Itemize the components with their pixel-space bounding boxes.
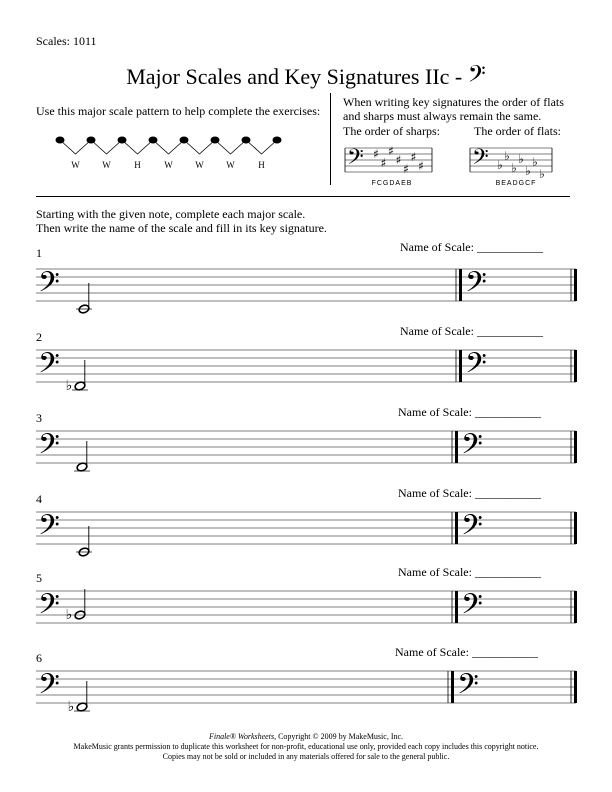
footer [0,732,612,762]
pattern-step-label: W [164,160,173,170]
sharp-icon: ♯ [395,153,402,167]
flat-icon: ♭ [525,164,531,178]
sharps-staff [345,144,432,176]
scale-name-field[interactable] [398,405,541,420]
scale-name-label: Name of Scale: [400,324,474,338]
bass-clef-icon: 𝄢 [472,145,489,175]
pattern-step-label: W [71,160,80,170]
exercise-number: 2 [36,330,42,344]
exercise-staff [36,668,577,715]
exercise-staff [36,509,577,557]
final-barline-thick [574,512,577,544]
exercise-staff [36,266,577,314]
exercise-number: 3 [36,411,42,425]
exercise-staff [36,588,577,628]
exercise-number: 5 [36,571,42,585]
flats-staff [470,145,552,181]
scale-name-label: Name of Scale: [398,405,472,419]
scale-name-blank[interactable]: ___________ [476,240,543,254]
exercise-number: 1 [36,246,42,260]
pattern-step-label: H [258,160,265,170]
section-barline-thick [455,431,458,463]
pattern-step-label: W [102,160,111,170]
flat-icon: ♭ [65,378,73,394]
exercise-number: 4 [36,492,42,506]
exercise-staff [36,347,577,394]
bass-clef-icon: 𝄢 [38,588,60,628]
flat-icon: ♭ [504,149,510,163]
section-barline-thick [455,591,458,623]
bass-clef-icon: 𝄢 [38,668,60,708]
flat-icon: ♭ [65,607,73,623]
section-barline-thick [455,512,458,544]
given-note-head [76,702,88,712]
scale-name-label: Name of Scale: [395,645,469,659]
scale-pattern [56,137,282,171]
scale-name-field[interactable] [400,324,543,339]
scale-name-label: Name of Scale: [398,486,472,500]
flat-icon: ♭ [511,161,517,175]
flats-order: BEADGCF [495,180,537,187]
bass-clef-icon: 𝄢 [465,347,487,387]
final-barline-thick [574,591,577,623]
footer-brand: Finale [208,732,230,741]
bass-clef-icon: 𝄢 [461,428,483,468]
instruction-line-1: Starting with the given note, complete each major scale. [36,207,306,221]
pattern-instruction: Use this major scale pattern to help complete the exercises: [36,104,321,118]
footer-restriction: Copies may not be sold or included in any materials offered for sale to the general public. [162,752,450,761]
sharp-icon: ♯ [403,162,409,176]
key-signature-note: When writing key signatures the order of flats and sharps must always remain the same. [343,95,564,123]
scale-name-blank[interactable]: ___________ [476,324,543,338]
exercise-number: 6 [36,651,42,665]
final-barline-thick [574,350,577,382]
flat-icon: ♭ [518,152,524,166]
sharp-icon: ♯ [380,156,387,170]
given-note-head [74,381,86,391]
bass-clef-icon: 𝄢 [38,509,60,549]
flat-icon: ♭ [532,155,538,169]
footer-permission: MakeMusic grants permission to duplicate this worksheet for non-profit, educational use only, provided each copy includes this copyright notice. [73,742,539,751]
scale-name-field[interactable] [398,565,541,580]
scale-name-label: Name of Scale: [400,240,474,254]
scale-name-field[interactable] [395,645,538,660]
sharp-icon: ♯ [388,144,394,158]
pattern-step-label: W [195,160,204,170]
scale-name-field[interactable] [400,240,543,255]
flat-icon: ♭ [497,158,503,172]
title-text: Major Scales and Key Signatures IIc - [126,64,468,89]
scale-name-label: Name of Scale: [398,565,472,579]
scale-name-blank[interactable]: ___________ [474,405,541,419]
bass-clef-icon: 𝄢 [347,145,364,175]
scale-name-blank[interactable]: ___________ [471,645,538,659]
scale-name-blank[interactable]: ___________ [474,565,541,579]
instruction-line-2: Then write the name of the scale and fill in its key signature. [36,221,327,235]
sharp-icon: ♯ [418,159,424,173]
bass-clef-icon: 𝄢 [465,266,487,306]
bass-clef-icon: 𝄢 [38,428,60,468]
scale-name-field[interactable] [398,486,541,501]
footer-brand-suffix: ® Worksheets [229,732,275,741]
section-barline-thick [459,350,462,382]
flat-icon: ♭ [67,699,75,715]
footer-copyright: , Copyright © 2009 by MakeMusic, Inc. [274,732,404,741]
exercise-staff [36,428,577,472]
section-barline-thick [451,671,454,703]
sharps-order: FCGDAEB [371,180,413,187]
pattern-step-label: H [134,160,141,170]
final-barline-thick [574,269,577,301]
final-barline-thick [574,671,577,703]
sharp-icon: ♯ [373,147,379,161]
flats-label: The order of flats: [474,124,561,138]
worksheet-code: Scales: 1011 [36,34,97,48]
bass-clef-icon: 𝄢 [461,588,483,628]
bass-clef-icon: 𝄢 [38,347,60,387]
flat-icon: ♭ [539,167,545,181]
pattern-step-label: W [226,160,235,170]
section-barline-thick [459,269,462,301]
scale-name-blank[interactable]: ___________ [474,486,541,500]
sharp-icon: ♯ [410,150,417,164]
bass-clef-icon: 𝄢 [461,509,483,549]
sharps-label: The order of sharps: [343,124,440,138]
bass-clef-icon: 𝄢 [467,60,486,93]
bass-clef-icon: 𝄢 [457,668,479,708]
final-barline-thick [574,431,577,463]
bass-clef-icon: 𝄢 [38,266,60,306]
given-note-head [76,462,88,472]
